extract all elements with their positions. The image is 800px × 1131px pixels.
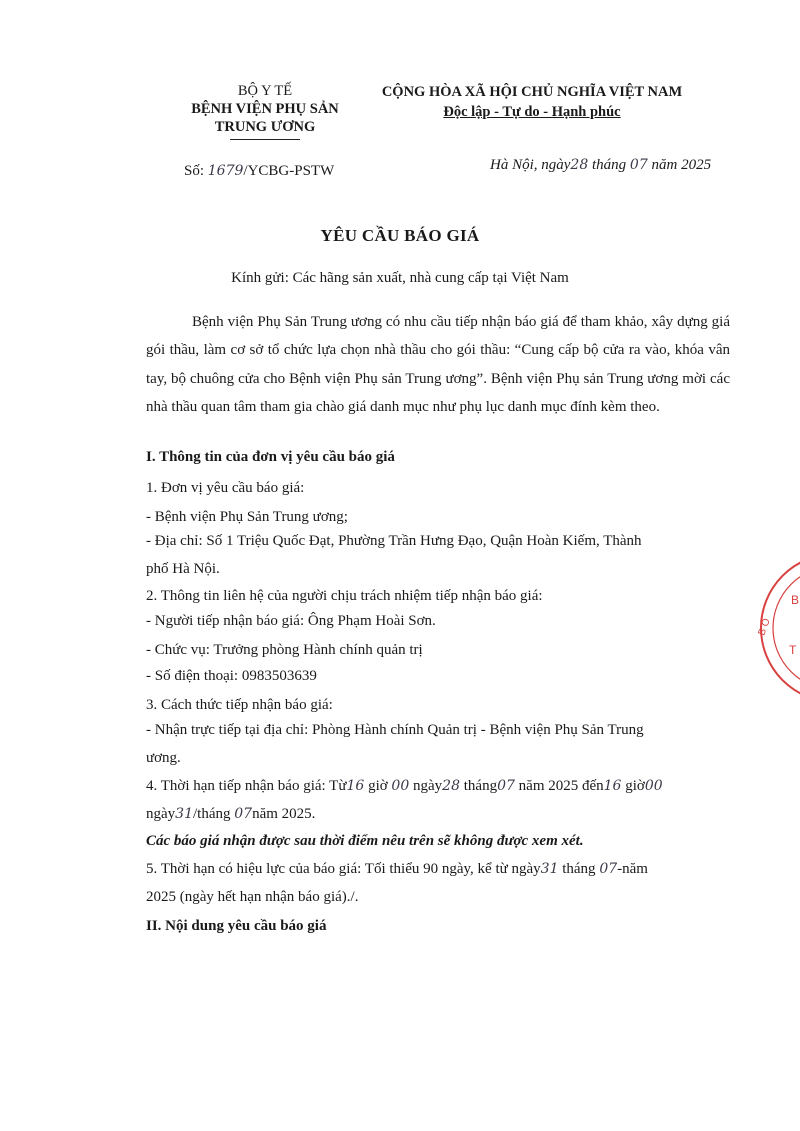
late-submission-warning: Các báo giá nhận được sau thời điểm nêu trên sẽ không được xem xét.: [146, 833, 584, 849]
item-4-text: giờ: [621, 778, 645, 794]
issuing-agency: [150, 82, 380, 140]
doc-number-suffix: /YCBG-PSTW: [243, 163, 335, 179]
svg-text:T: T: [789, 643, 797, 657]
date-prefix: Hà Nội, ngày: [490, 157, 571, 173]
start-month-handwritten: 07: [497, 778, 515, 794]
hospital-name-line2: TRUNG ƯƠNG: [214, 119, 316, 135]
hospital-name-line1: BỆNH VIỆN PHỤ SẢN: [191, 101, 339, 117]
item-4-line2: [146, 806, 315, 823]
date-month-label: tháng: [588, 157, 630, 173]
item-4-text: năm 2025 đến: [514, 778, 604, 794]
section-2-heading: II. Nội dung yêu cầu báo giá: [146, 918, 327, 934]
intro-paragraph: Bệnh viện Phụ Sản Trung ương có nhu cầu tiếp nhận báo giá để tham khảo, xây dựng giá gói thầu, làm cơ sở tổ chức lựa chọn nhà thầu cho gói thầu: “Cung cấp bộ cửa ra vào, khóa vân tay, bộ chuông cửa cho Bệnh viện Phụ sản Trung ương”. Bệnh viện Phụ sản Trung ương mời các nhà thầu quan tâm tham gia chào giá danh mục như phụ lục danh mục đính kèm theo.: [146, 314, 730, 416]
svg-text:B Ô: B Ô: [756, 617, 773, 638]
item-1-address-line2: phố Hà Nội.: [146, 561, 220, 577]
item-1-heading: 1. Đơn vị yêu cầu báo giá:: [146, 480, 305, 496]
validity-month-handwritten: 07: [599, 861, 618, 877]
national-header: [362, 82, 702, 122]
ministry-name: BỘ Y TẾ: [237, 83, 293, 99]
header-left-divider: [230, 139, 300, 140]
item-5-line2: 2025 (ngày hết hạn nhận báo giá)./.: [146, 889, 359, 905]
date-year: năm 2025: [647, 157, 712, 173]
item-1-address-line1: - Địa chỉ: Số 1 Triệu Quốc Đạt, Phường Trần Hưng Đạo, Quận Hoàn Kiếm, Thành: [146, 533, 642, 549]
svg-text:B: B: [791, 593, 800, 607]
document-title: YÊU CẦU BÁO GIÁ: [320, 226, 480, 245]
item-5-text: tháng: [558, 861, 600, 877]
end-day-handwritten: 31: [175, 806, 193, 822]
item-2-position: - Chức vụ: Trưởng phòng Hành chính quản trị: [146, 642, 423, 658]
item-5-text: 5. Thời hạn có hiệu lực của báo giá: Tối thiểu 90 ngày, kể từ ngày: [146, 861, 541, 877]
section-1-heading: I. Thông tin của đơn vị yêu cầu báo giá: [146, 449, 395, 465]
item-3-heading: 3. Cách thức tiếp nhận báo giá:: [146, 697, 333, 713]
doc-number-handwritten: 1679: [207, 163, 244, 179]
start-hour-handwritten: 16: [346, 778, 365, 794]
national-motto: Độc lập - Tự do - Hạnh phúc: [443, 104, 621, 120]
item-2-heading: 2. Thông tin liên hệ của người chịu trách nhiệm tiếp nhận báo giá:: [146, 588, 543, 604]
start-minute-handwritten: 00: [391, 778, 410, 794]
item-4-text: tháng: [460, 778, 498, 794]
item-4-text: giờ: [364, 778, 392, 794]
item-2-phone: - Số điện thoại: 0983503639: [146, 668, 317, 684]
item-4-text: /tháng: [193, 806, 235, 822]
item-4-text: ngày: [409, 778, 443, 794]
item-3-method-line1: - Nhận trực tiếp tại địa chỉ: Phòng Hành chính Quản trị - Bệnh viện Phụ Sản Trung: [146, 722, 644, 738]
item-5-line1: [146, 861, 648, 878]
date-month: 07: [629, 157, 648, 173]
red-seal-stamp: [755, 548, 800, 708]
issue-date: [490, 157, 711, 174]
date-day: 28: [570, 157, 589, 173]
item-4-text: ngày: [146, 806, 176, 822]
item-4-text: 4. Thời hạn tiếp nhận báo giá: Từ: [146, 778, 347, 794]
document-number: [184, 163, 334, 180]
item-4-line1: [146, 778, 663, 795]
recipient-line: Kính gửi: Các hãng sản xuất, nhà cung cấp tại Việt Nam: [231, 270, 569, 286]
start-day-handwritten: 28: [442, 778, 460, 794]
validity-day-handwritten: 31: [540, 861, 559, 877]
item-2-person: - Người tiếp nhận báo giá: Ông Phạm Hoài Sơn.: [146, 613, 436, 629]
item-1-unit: - Bệnh viện Phụ Sản Trung ương;: [146, 509, 348, 525]
country-name: CỘNG HÒA XÃ HỘI CHỦ NGHĨA VIỆT NAM: [381, 84, 683, 100]
end-minute-handwritten: 00: [644, 778, 663, 794]
end-month-handwritten: 07: [234, 806, 253, 822]
end-hour-handwritten: 16: [603, 778, 622, 794]
item-3-method-line2: ương.: [146, 750, 181, 766]
item-4-text: năm 2025.: [252, 806, 316, 822]
doc-number-prefix: Số:: [184, 163, 208, 179]
item-5-text: -năm: [617, 861, 648, 877]
